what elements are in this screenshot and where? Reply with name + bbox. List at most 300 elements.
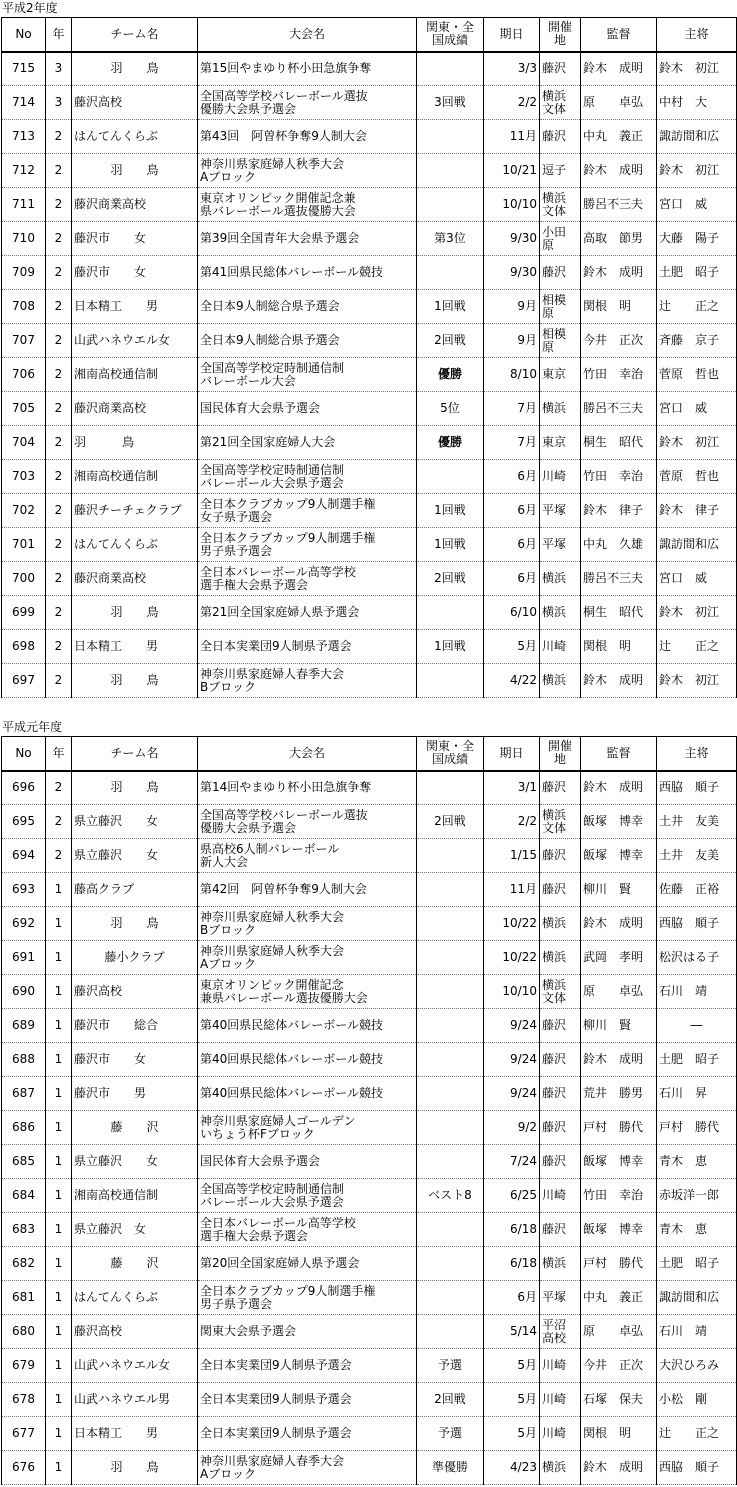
venue-line: 横浜	[542, 1460, 567, 1474]
cell-team: 藤沢市 女	[72, 222, 198, 256]
cell-no: 703	[2, 460, 46, 494]
tournament-line: 国民体育大会県予選会	[200, 401, 321, 415]
venue-line: 東京	[542, 367, 567, 381]
cell-no: 702	[2, 494, 46, 528]
cell-no: 708	[2, 290, 46, 324]
cell-tournament	[198, 1077, 417, 1111]
header-captain: 主将	[657, 737, 737, 771]
venue-line: 藤沢	[542, 848, 567, 862]
venue-line: 藤沢	[542, 1052, 567, 1066]
header-tournament: 大会名	[198, 737, 417, 771]
tournament-line: 全日本実業団9人制県予選会	[200, 1358, 352, 1372]
cell-coach: 桐生 昭代	[581, 426, 657, 460]
tournament-line: 全国高等学校バレーボール選抜	[200, 807, 368, 822]
cell-venue	[540, 907, 581, 941]
header-venue-line2: 地	[553, 33, 566, 48]
cell-venue	[540, 771, 581, 805]
cell-no: 686	[2, 1111, 46, 1145]
table-row	[2, 596, 737, 630]
cell-tournament	[198, 324, 417, 358]
tournament-line: バレーボール大会	[200, 373, 296, 388]
cell-tournament	[198, 1383, 417, 1417]
venue-line: 平塚	[542, 537, 567, 551]
cell-no: 714	[2, 86, 46, 120]
cell-coach: 中丸 義正	[581, 1281, 657, 1315]
cell-team: 山武ハネウエル女	[72, 324, 198, 358]
cell-coach: 戸村 勝代	[581, 1111, 657, 1145]
cell-team: はんてんくらぶ	[72, 120, 198, 154]
cell-coach: 関根 明	[581, 290, 657, 324]
cell-no: 683	[2, 1213, 46, 1247]
cell-tournament	[198, 1009, 417, 1043]
venue-line: 平塚	[542, 503, 567, 517]
cell-date: 8/10	[484, 358, 540, 392]
cell-no: 682	[2, 1247, 46, 1281]
cell-year: 2	[46, 494, 72, 528]
cell-result	[417, 1281, 484, 1315]
cell-date: 5/14	[484, 1315, 540, 1349]
cell-venue	[540, 1247, 581, 1281]
header-result-line2: 国成績	[431, 33, 468, 48]
cell-captain: 西脇 順子	[657, 1451, 737, 1485]
cell-tournament	[198, 1349, 417, 1383]
cell-captain: 松沢はる子	[657, 941, 737, 975]
cell-team: 藤沢市 男	[72, 1077, 198, 1111]
cell-year: 2	[46, 358, 72, 392]
tournament-line: 優勝大会県予選会	[200, 820, 297, 835]
cell-captain: 宮口 威	[657, 562, 737, 596]
table-row	[2, 1043, 737, 1077]
cell-no: 693	[2, 873, 46, 907]
cell-no: 699	[2, 596, 46, 630]
cell-no: 688	[2, 1043, 46, 1077]
tournament-line: 全日本実業団9人制県予選会	[200, 1392, 352, 1406]
cell-no: 695	[2, 805, 46, 839]
venue-line: 川崎	[542, 1358, 567, 1372]
header-result-line1: 関東・全	[425, 20, 474, 35]
cell-venue	[540, 839, 581, 873]
cell-tournament	[198, 1417, 417, 1451]
cell-result	[417, 1111, 484, 1145]
cell-no: 709	[2, 256, 46, 290]
cell-coach: 勝呂不三夫	[581, 188, 657, 222]
cell-year: 1	[46, 1417, 72, 1451]
cell-year: 3	[46, 86, 72, 120]
cell-date: 2/2	[484, 805, 540, 839]
tournament-line: 東京オリンピック開催記念	[200, 977, 344, 992]
cell-coach: 竹田 幸治	[581, 1179, 657, 1213]
cell-venue	[540, 941, 581, 975]
cell-result	[417, 1213, 484, 1247]
venue-line: 横浜	[542, 916, 567, 930]
tournament-line: 神奈川県家庭婦人秋季大会	[200, 909, 345, 924]
venue-line: 川崎	[542, 469, 567, 483]
table-row	[2, 1077, 737, 1111]
table-row	[2, 86, 737, 120]
cell-date: 5月	[484, 1417, 540, 1451]
cell-result: 3回戦	[417, 86, 484, 120]
cell-coach: 関根 明	[581, 630, 657, 664]
cell-no: 685	[2, 1145, 46, 1179]
cell-result	[417, 460, 484, 494]
cell-venue	[540, 1281, 581, 1315]
cell-no: 706	[2, 358, 46, 392]
cell-result: 1回戦	[417, 290, 484, 324]
cell-no: 712	[2, 154, 46, 188]
cell-venue	[540, 290, 581, 324]
cell-team: 県立藤沢 女	[72, 1213, 198, 1247]
cell-result	[417, 154, 484, 188]
tournament-line: 全日本9人制総合県予選会	[200, 333, 340, 347]
cell-date: 9/24	[484, 1077, 540, 1111]
cell-date: 11月	[484, 120, 540, 154]
table-row	[2, 494, 737, 528]
header-no: No	[2, 737, 46, 771]
cell-venue	[540, 664, 581, 698]
table-row	[2, 52, 737, 86]
venue-line: 文体	[542, 203, 567, 218]
cell-captain: 佐藤 正裕	[657, 873, 737, 907]
cell-result	[417, 52, 484, 86]
cell-tournament	[198, 596, 417, 630]
cell-tournament	[198, 1043, 417, 1077]
cell-venue	[540, 256, 581, 290]
cell-tournament	[198, 664, 417, 698]
cell-date: 6月	[484, 562, 540, 596]
cell-year: 2	[46, 392, 72, 426]
cell-no: 701	[2, 528, 46, 562]
cell-venue	[540, 154, 581, 188]
tournament-line: 第21回全国家庭婦人県予選会	[200, 605, 360, 619]
cell-year: 2	[46, 460, 72, 494]
venue-line: 相模	[542, 292, 567, 307]
table-row	[2, 873, 737, 907]
header-tournament: 大会名	[198, 18, 417, 52]
cell-tournament	[198, 1179, 417, 1213]
cell-captain: 青木 恵	[657, 1145, 737, 1179]
tournament-line: 全国高等学校定時制通信制	[200, 1181, 345, 1196]
cell-captain: 西脇 順子	[657, 771, 737, 805]
cell-coach: 中丸 義正	[581, 120, 657, 154]
tournament-line: 第40回県民総体バレーボール競技	[200, 1052, 384, 1066]
cell-captain: 戸村 勝代	[657, 1111, 737, 1145]
cell-no: 690	[2, 975, 46, 1009]
cell-team: 藤沢商業高校	[72, 188, 198, 222]
cell-result	[417, 1145, 484, 1179]
tournament-line: Aブロック	[200, 169, 256, 184]
cell-year: 2	[46, 771, 72, 805]
table-row	[2, 1009, 737, 1043]
tournament-line: 全日本クラブカップ9人制選手権	[200, 1283, 376, 1298]
cell-captain: 辻 正之	[657, 1417, 737, 1451]
table-body	[2, 52, 737, 698]
tournament-line: 県バレーボール選抜優勝大会	[200, 203, 356, 218]
cell-result	[417, 1009, 484, 1043]
cell-result: 準優勝	[417, 1451, 484, 1485]
cell-no: 715	[2, 52, 46, 86]
cell-year: 2	[46, 188, 72, 222]
header-result-line1: 関東・全	[425, 739, 474, 754]
cell-tournament	[198, 494, 417, 528]
header-team: チーム名	[72, 18, 198, 52]
header-venue	[540, 18, 581, 52]
cell-team: 藤沢商業高校	[72, 392, 198, 426]
cell-no: 676	[2, 1451, 46, 1485]
venue-line: 原	[542, 339, 555, 354]
table-row	[2, 120, 737, 154]
header-row	[2, 737, 737, 771]
cell-no: 704	[2, 426, 46, 460]
cell-coach: 中丸 久雄	[581, 528, 657, 562]
cell-year: 2	[46, 222, 72, 256]
venue-line: 川崎	[542, 639, 567, 653]
cell-team: 羽 鳥	[72, 52, 198, 86]
cell-year: 1	[46, 1145, 72, 1179]
cell-team: 藤沢市 女	[72, 256, 198, 290]
records-table	[1, 736, 737, 1485]
table-row	[2, 426, 737, 460]
cell-no: 680	[2, 1315, 46, 1349]
cell-date: 9/30	[484, 256, 540, 290]
cell-team: 県立藤沢 女	[72, 839, 198, 873]
cell-result: 優勝	[417, 426, 484, 460]
section-title: 平成元年度	[2, 720, 63, 734]
cell-captain: 大藤 陽子	[657, 222, 737, 256]
cell-tournament	[198, 188, 417, 222]
cell-venue	[540, 1315, 581, 1349]
cell-no: 700	[2, 562, 46, 596]
tournament-line: 第39回全国青年大会県予選会	[200, 231, 360, 245]
venue-line: 藤沢	[542, 780, 567, 795]
table-row	[2, 839, 737, 873]
cell-coach: 荒井 勝男	[581, 1077, 657, 1111]
tournament-line: 第42回 阿曽杯争奪9人制大会	[200, 882, 367, 896]
cell-coach: 飯塚 博幸	[581, 1213, 657, 1247]
tournament-line: Aブロック	[200, 956, 256, 971]
table-row	[2, 975, 737, 1009]
cell-no: 678	[2, 1383, 46, 1417]
table-row	[2, 771, 737, 805]
cell-result: ベスト8	[417, 1179, 484, 1213]
cell-tournament	[198, 426, 417, 460]
cell-year: 1	[46, 1009, 72, 1043]
cell-captain: 鈴木 初江	[657, 664, 737, 698]
cell-team: 日本精工 男	[72, 290, 198, 324]
cell-captain: 土井 友美	[657, 839, 737, 873]
cell-date: 6月	[484, 494, 540, 528]
cell-date: 6/10	[484, 596, 540, 630]
cell-coach: 鈴木 成明	[581, 907, 657, 941]
cell-venue	[540, 52, 581, 86]
cell-year: 1	[46, 1383, 72, 1417]
cell-tournament	[198, 1315, 417, 1349]
cell-coach: 鈴木 成明	[581, 664, 657, 698]
table-row	[2, 154, 737, 188]
cell-captain: 西脇 順子	[657, 907, 737, 941]
venue-line: 横浜	[542, 807, 567, 822]
venue-line: 藤沢	[542, 61, 567, 76]
cell-venue	[540, 1111, 581, 1145]
cell-result	[417, 1315, 484, 1349]
cell-coach: 鈴木 成明	[581, 256, 657, 290]
cell-result: 第3位	[417, 222, 484, 256]
cell-captain: 土肥 昭子	[657, 256, 737, 290]
cell-venue	[540, 494, 581, 528]
tournament-line: 神奈川県家庭婦人秋季大会	[200, 943, 345, 958]
cell-result: 2回戦	[417, 1383, 484, 1417]
cell-result	[417, 1043, 484, 1077]
table-row	[2, 1179, 737, 1213]
venue-line: 横浜	[542, 401, 567, 415]
tournament-line: いちょう杯Fブロック	[200, 1126, 315, 1141]
cell-coach: 飯塚 博幸	[581, 805, 657, 839]
cell-coach: 高取 節男	[581, 222, 657, 256]
header-coach: 監督	[581, 737, 657, 771]
venue-line: 横浜	[542, 190, 567, 205]
table-row	[2, 630, 737, 664]
tournament-line: 第43回 阿曽杯争奪9人制大会	[200, 129, 367, 143]
table-row	[2, 1349, 737, 1383]
cell-captain: ―	[657, 1009, 737, 1043]
header-year: 年	[46, 18, 72, 52]
cell-year: 2	[46, 805, 72, 839]
cell-year: 2	[46, 120, 72, 154]
cell-date: 9/24	[484, 1009, 540, 1043]
cell-tournament	[198, 460, 417, 494]
header-captain: 主将	[657, 18, 737, 52]
header-venue-line1: 開催	[547, 739, 572, 754]
cell-date: 6/18	[484, 1247, 540, 1281]
cell-team: 日本精工 男	[72, 630, 198, 664]
tournament-line: 兼県バレーボール選抜優勝大会	[200, 990, 368, 1005]
cell-result	[417, 1247, 484, 1281]
venue-line: 高校	[542, 1330, 567, 1345]
cell-date: 7月	[484, 392, 540, 426]
tournament-line: 全日本9人制総合県予選会	[200, 299, 340, 313]
venue-line: 川崎	[542, 1392, 567, 1406]
cell-captain: 鈴木 初江	[657, 154, 737, 188]
tournament-line: バレーボール大会県予選会	[200, 1194, 344, 1209]
venue-line: 藤沢	[542, 265, 567, 279]
cell-coach: 石塚 保夫	[581, 1383, 657, 1417]
header-venue	[540, 737, 581, 771]
table-row	[2, 1281, 737, 1315]
cell-captain: 大沢ひろみ	[657, 1349, 737, 1383]
cell-venue	[540, 426, 581, 460]
cell-date: 2/2	[484, 86, 540, 120]
venue-line: 藤沢	[542, 1222, 567, 1236]
header-team: チーム名	[72, 737, 198, 771]
header-no: No	[2, 18, 46, 52]
cell-captain: 鈴木 初江	[657, 52, 737, 86]
cell-coach: 原 卓弘	[581, 86, 657, 120]
cell-tournament	[198, 358, 417, 392]
cell-venue	[540, 975, 581, 1009]
cell-year: 1	[46, 1111, 72, 1145]
cell-captain: 土肥 昭子	[657, 1043, 737, 1077]
table-row	[2, 1213, 737, 1247]
tournament-line: 神奈川県家庭婦人春季大会	[200, 1453, 345, 1468]
venue-line: 横浜	[542, 88, 567, 103]
header-result	[417, 18, 484, 52]
cell-tournament	[198, 222, 417, 256]
cell-team: 藤沢高校	[72, 86, 198, 120]
cell-venue	[540, 222, 581, 256]
cell-tournament	[198, 1111, 417, 1145]
tournament-line: 県高校6人制バレーボール	[200, 841, 340, 856]
cell-date: 6/25	[484, 1179, 540, 1213]
cell-date: 6月	[484, 1281, 540, 1315]
cell-no: 681	[2, 1281, 46, 1315]
tournament-line: 国民体育大会県予選会	[200, 1154, 321, 1168]
cell-captain: 辻 正之	[657, 290, 737, 324]
cell-venue	[540, 630, 581, 664]
cell-no: 705	[2, 392, 46, 426]
cell-team: はんてんくらぶ	[72, 528, 198, 562]
venue-line: 藤沢	[542, 1120, 567, 1134]
cell-venue	[540, 324, 581, 358]
cell-result: 予選	[417, 1417, 484, 1451]
venue-line: 川崎	[542, 1426, 567, 1440]
cell-tournament	[198, 805, 417, 839]
cell-venue	[540, 1043, 581, 1077]
cell-no: 694	[2, 839, 46, 873]
cell-result	[417, 771, 484, 805]
cell-result: 1回戦	[417, 494, 484, 528]
cell-tournament	[198, 975, 417, 1009]
cell-year: 1	[46, 1077, 72, 1111]
cell-result	[417, 256, 484, 290]
cell-year: 2	[46, 290, 72, 324]
cell-result	[417, 839, 484, 873]
cell-result	[417, 188, 484, 222]
table-body	[2, 771, 737, 1485]
cell-no: 710	[2, 222, 46, 256]
tournament-line: 男子県予選会	[200, 1296, 273, 1311]
venue-line: 横浜	[542, 605, 567, 619]
cell-team: 羽 鳥	[72, 426, 198, 460]
cell-date: 4/23	[484, 1451, 540, 1485]
cell-date: 5月	[484, 1349, 540, 1383]
cell-date: 5月	[484, 1383, 540, 1417]
cell-team: 藤高クラブ	[72, 873, 198, 907]
cell-no: 696	[2, 771, 46, 805]
cell-tournament	[198, 839, 417, 873]
header-year: 年	[46, 737, 72, 771]
cell-date: 10/22	[484, 907, 540, 941]
cell-captain: 土肥 昭子	[657, 1247, 737, 1281]
cell-coach: 柳川 賢	[581, 873, 657, 907]
cell-coach: 原 卓弘	[581, 975, 657, 1009]
tournament-line: 全国高等学校定時制通信制	[200, 462, 345, 477]
header-date: 期日	[484, 18, 540, 52]
table-row	[2, 1383, 737, 1417]
venue-line: 文体	[542, 101, 567, 116]
records-table	[1, 17, 737, 698]
cell-no: 697	[2, 664, 46, 698]
cell-result	[417, 120, 484, 154]
table-row	[2, 188, 737, 222]
tournament-line: 女子県予選会	[200, 509, 273, 524]
header-venue-line1: 開催	[547, 20, 572, 35]
table-row	[2, 907, 737, 941]
cell-venue	[540, 1145, 581, 1179]
cell-team: 藤沢チーチェクラブ	[72, 494, 198, 528]
cell-venue	[540, 1213, 581, 1247]
cell-venue	[540, 805, 581, 839]
cell-venue	[540, 1451, 581, 1485]
table-row	[2, 528, 737, 562]
